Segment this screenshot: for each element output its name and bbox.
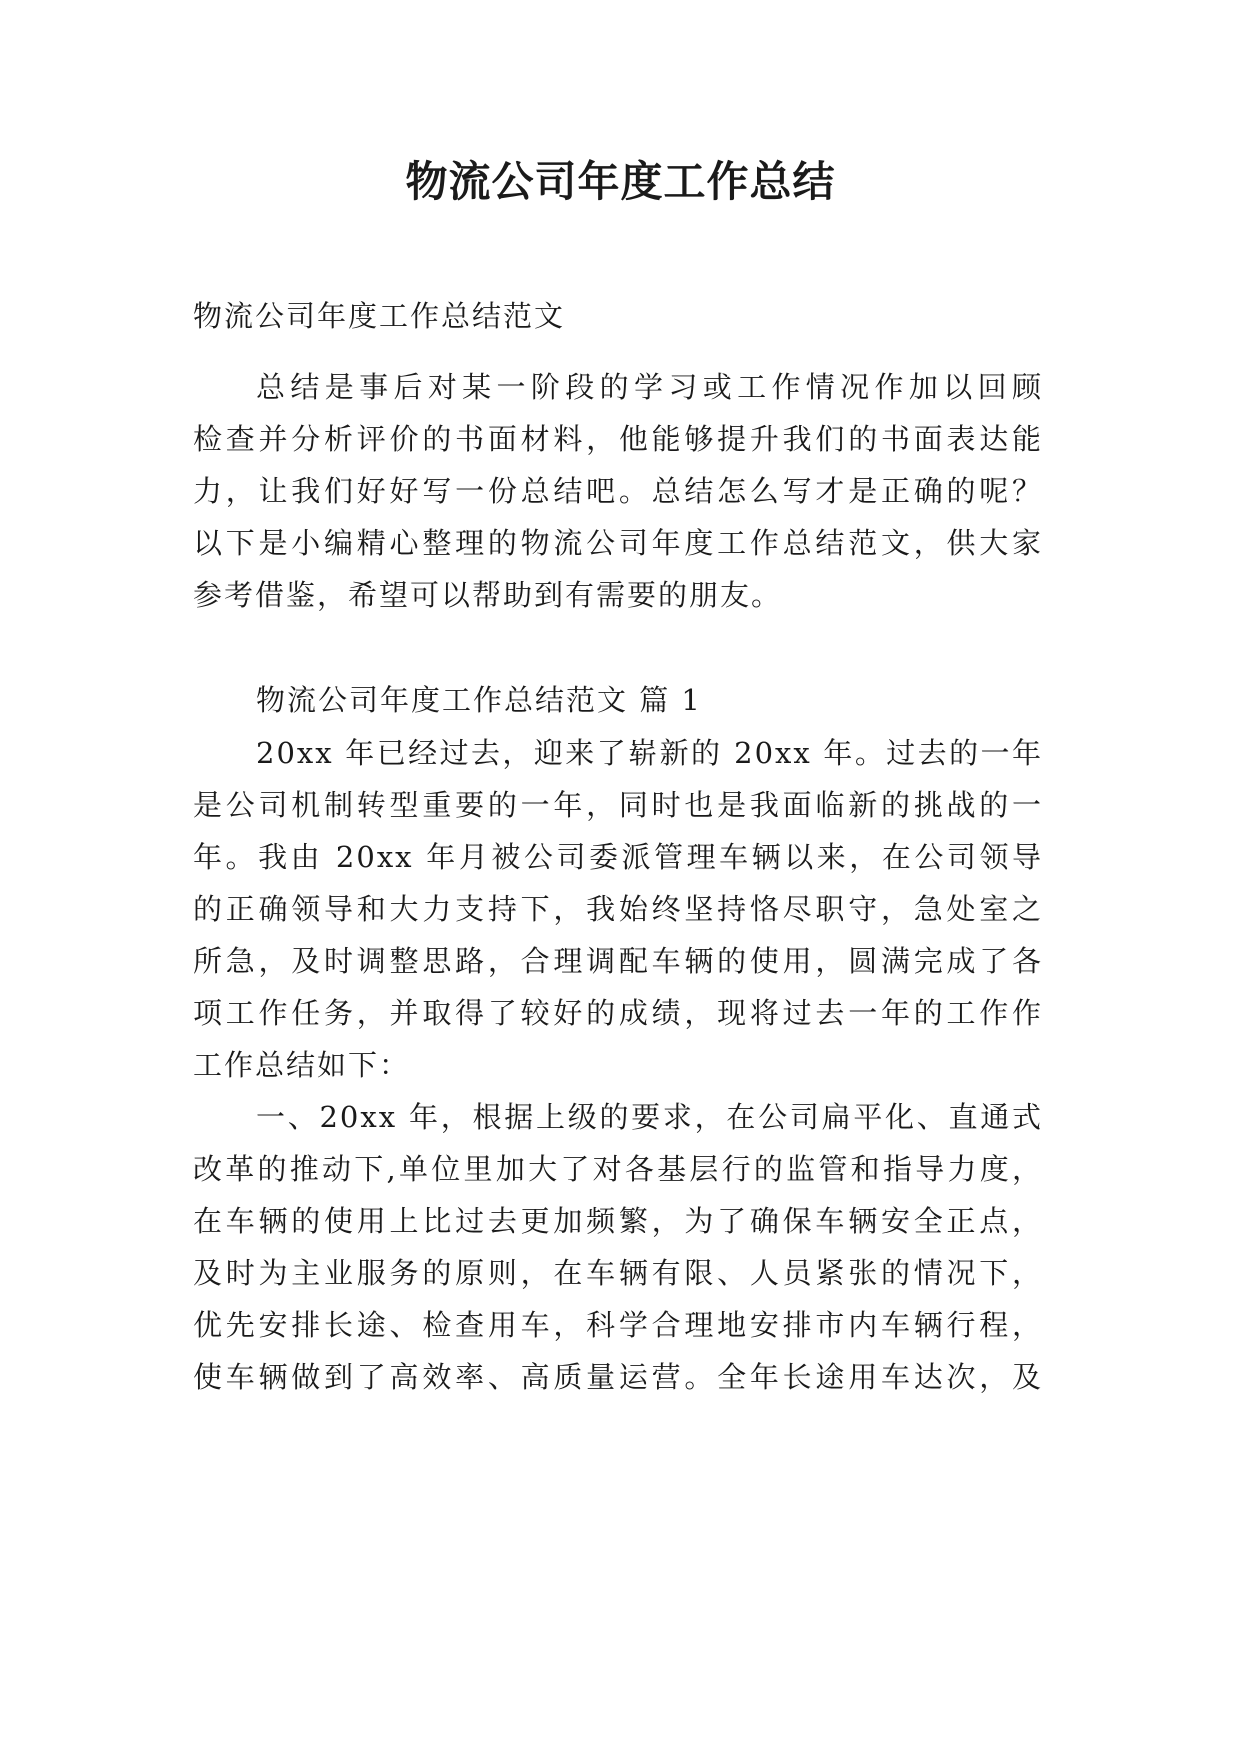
para1-line: 工作总结如下： — [193, 1048, 411, 1082]
para2-line: 优先安排长途、检查用车，科学合理地安排市内车辆行程， — [193, 1308, 1043, 1342]
para2-line: 在车辆的使用上比过去更加频繁，为了确保车辆安全正点， — [193, 1204, 1043, 1238]
para2-line: 一、20xx 年，根据上级的要求，在公司扁平化、直通式 — [256, 1100, 1043, 1134]
intro-line: 检查并分析评价的书面材料，他能够提升我们的书面表达能 — [193, 422, 1043, 456]
para1-line: 的正确领导和大力支持下，我始终坚持恪尽职守，急处室之 — [193, 892, 1043, 926]
para1-line: 是公司机制转型重要的一年，同时也是我面临新的挑战的一 — [193, 788, 1043, 822]
para2-line: 改革的推动下,单位里加大了对各基层行的监管和指导力度， — [193, 1152, 1043, 1186]
para1-line: 20xx 年已经过去，迎来了崭新的 20xx 年。过去的一年 — [256, 736, 1043, 770]
intro-line: 力，让我们好好写一份总结吧。总结怎么写才是正确的呢？ — [193, 474, 1043, 508]
intro-line: 参考借鉴，希望可以帮助到有需要的朋友。 — [193, 578, 783, 612]
section-heading: 物流公司年度工作总结范文 篇 1 — [256, 683, 702, 717]
para1-line: 项工作任务，并取得了较好的成绩，现将过去一年的工作作 — [193, 996, 1043, 1030]
intro-line: 以下是小编精心整理的物流公司年度工作总结范文，供大家 — [193, 526, 1043, 560]
document-subtitle: 物流公司年度工作总结范文 — [193, 299, 566, 333]
para2-line: 及时为主业服务的原则，在车辆有限、人员紧张的情况下， — [193, 1256, 1043, 1290]
para1-line: 年。我由 20xx 年月被公司委派管理车辆以来，在公司领导 — [193, 840, 1043, 874]
para2-line: 使车辆做到了高效率、高质量运营。全年长途用车达次，及 — [193, 1360, 1043, 1394]
para1-line: 所急，及时调整思路，合理调配车辆的使用，圆满完成了各 — [193, 944, 1043, 978]
document-title: 物流公司年度工作总结 — [405, 157, 836, 206]
intro-line: 总结是事后对某一阶段的学习或工作情况作加以回顾 — [256, 370, 1043, 404]
